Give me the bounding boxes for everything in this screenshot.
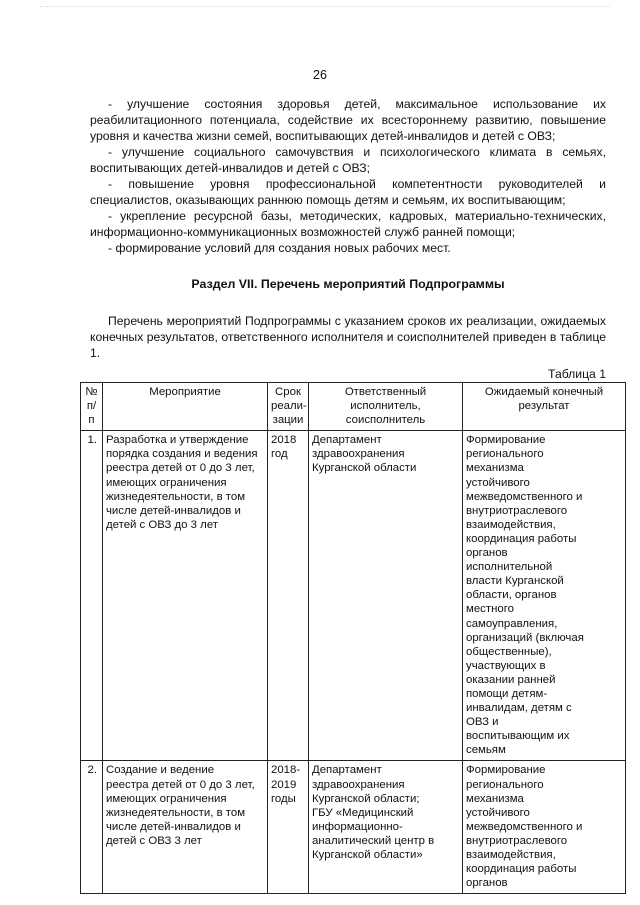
header-activity: Мероприятие — [103, 383, 268, 431]
row-responsible: Департамент здравоохранения Курганской области; ГБУ «Медицинский информационно- аналитический центр в Курганской области» — [309, 761, 463, 894]
activities-table — [80, 382, 626, 894]
page-content — [85, 96, 606, 894]
row-responsible: Департамент здравоохранения Курганской области — [309, 431, 463, 761]
row-activity: Разработка и утверждение порядка создания и ведения реестра детей от 0 до 3 лет, имеющих ограничения жизнедеятельности, в том числе детей-инвалидов и детей с ОВЗ до 3 лет — [103, 431, 268, 761]
table-row — [81, 761, 626, 894]
table-row — [81, 431, 626, 761]
header-num: № п/п — [81, 383, 103, 431]
bullet-item: - улучшение социального самочувствия и психологического климата в семьях, воспитывающих детей-инвалидов и детей с ОВЗ; — [90, 145, 606, 175]
row-term: 2018 год — [268, 431, 309, 761]
table-caption: Таблица 1 — [548, 367, 606, 381]
row-activity: Создание и ведение реестра детей от 0 до 3 лет, имеющих ограничения жизнедеятельности, в том числе детей-инвалидов и детей с ОВЗ 3 лет — [103, 761, 268, 894]
row-num: 1. — [81, 431, 103, 761]
bullet-list — [90, 96, 606, 256]
bullet-item: - формирование условий для создания новых рабочих мест. — [108, 241, 451, 255]
table-header-row — [81, 383, 626, 431]
page-number: 26 — [313, 68, 327, 82]
row-num: 2. — [81, 761, 103, 894]
header-term: Срок реали- зации — [268, 383, 309, 431]
bullet-item: - укрепление ресурсной базы, методических, кадровых, материально-технических, информационно-коммуникационных возможностей служб ранней помощи; — [90, 209, 606, 239]
row-term: 2018- 2019 годы — [268, 761, 309, 894]
header-responsible: Ответственный исполнитель, соисполнитель — [309, 383, 463, 431]
intro-paragraph: Перечень мероприятий Подпрограммы с указанием сроков их реализации, ожидаемых конечных результатов, ответственного исполнителя и соисполнителей приведен в таблице 1. — [90, 314, 606, 360]
section-title: Раздел VII. Перечень мероприятий Подпрограммы — [191, 277, 505, 291]
bullet-item: - повышение уровня профессиональной компетентности руководителей и специалистов, оказывающих раннюю помощь детям и семьям, их воспитывающим; — [90, 177, 606, 207]
scan-artifact-line — [40, 6, 610, 11]
header-result: Ожидаемый конечный результат — [463, 383, 626, 431]
bullet-item: - улучшение состояния здоровья детей, максимальное использование их реабилитационного потенциала, содействие их всестороннему развитию, повышение уровня и качества жизни семей, воспитывающих детей-инвалидов и детей с ОВЗ; — [90, 97, 606, 143]
row-result: Формирование регионального механизма устойчивого межведомственного и внутриотраслевого взаимодействия, координация работы органов исполнительной власти Курганской области, органов местного самоуправления, организаций (включая общественные), участвующих в оказании ранней помощи детям- инвалидам, детям с ОВЗ и воспитывающим их семьям — [463, 431, 626, 761]
row-result: Формирование регионального механизма устойчивого межведомственного и внутриотраслевого взаимодействия, координация работы органов — [463, 761, 626, 894]
